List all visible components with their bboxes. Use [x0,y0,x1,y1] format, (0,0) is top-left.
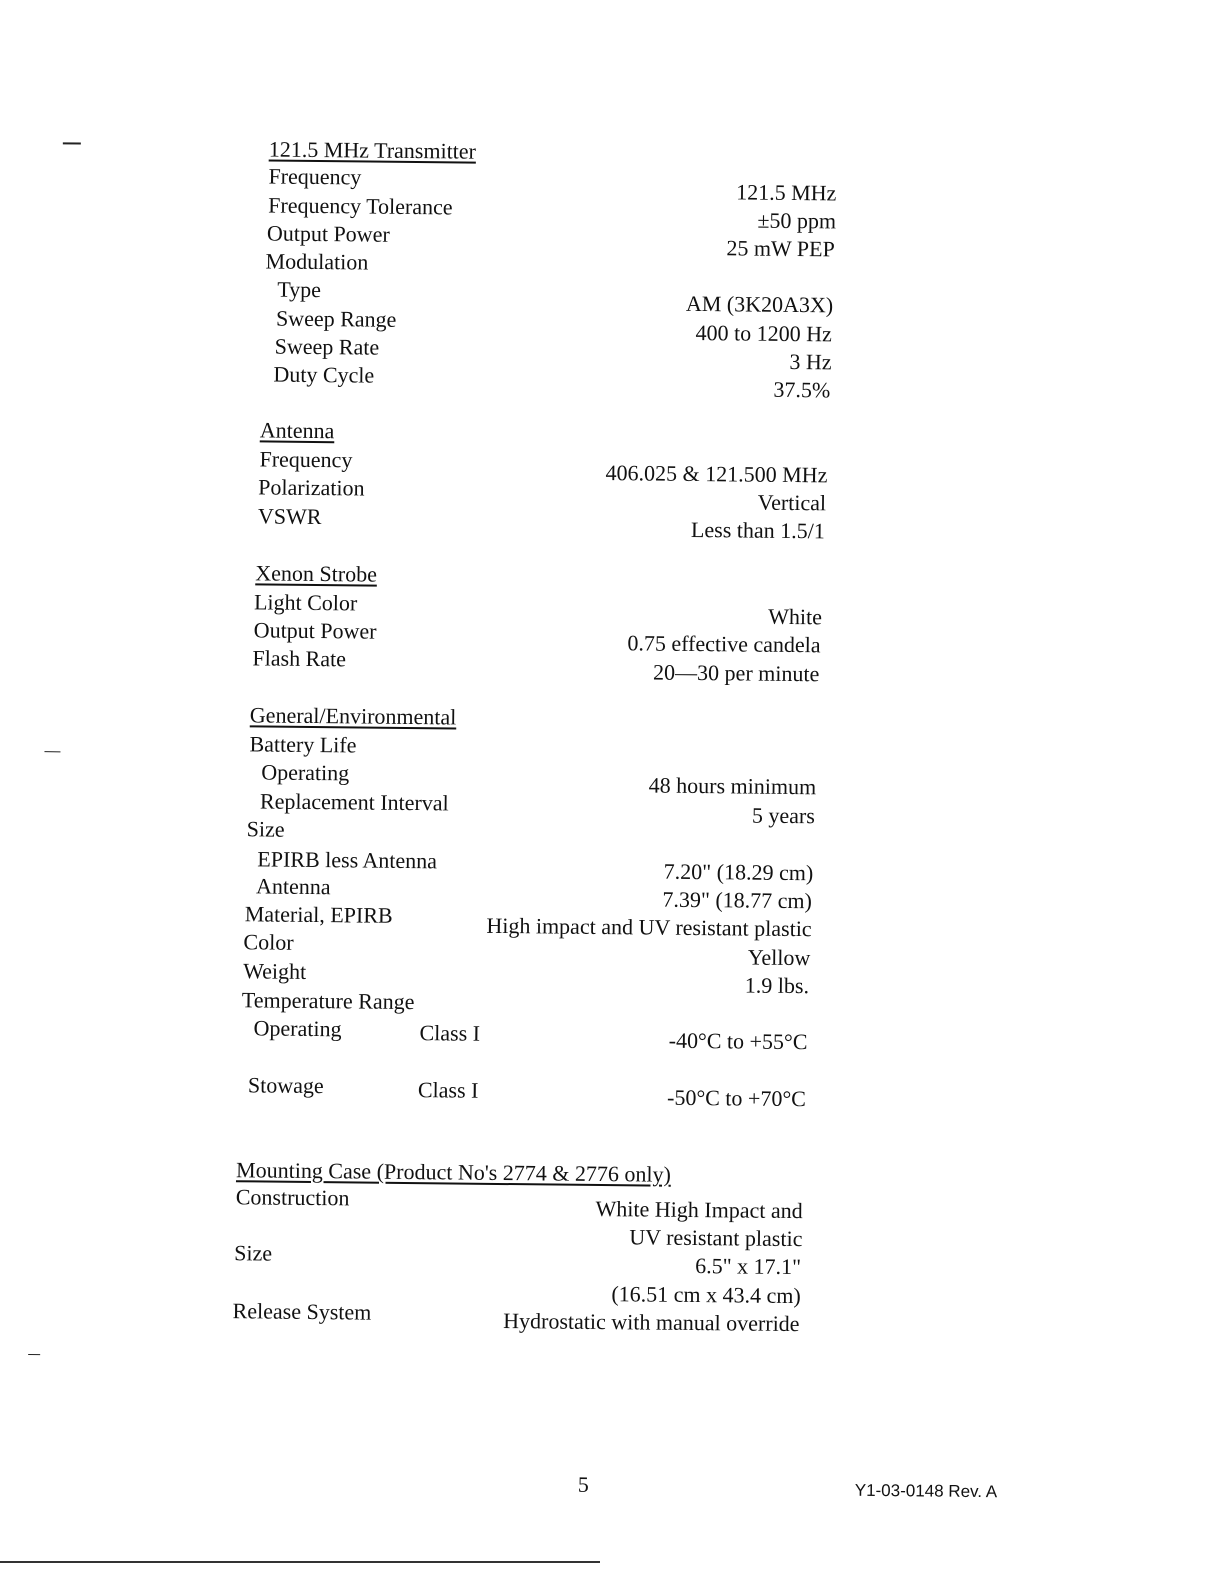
spec-label: Stowage [247,1072,324,1099]
document-number: Y1-03-0148 Rev. A [854,1480,998,1502]
spec-class: Class I [417,1077,479,1103]
spec-value: 1.9 lbs. [744,972,810,999]
spec-label: Modulation [265,248,369,275]
spec-value: ±50 ppm [757,207,837,234]
spec-value: -50°C to +70°C [666,1084,807,1112]
spec-label: Temperature Range [241,987,415,1015]
spec-value: Yellow [747,944,811,971]
spec-value: 0.75 effective candela [627,630,821,658]
spec-value: Hydrostatic with manual override [503,1308,800,1337]
spec-label: Size [246,816,285,842]
spec-value: White [768,603,823,630]
spec-label: Antenna [255,873,331,900]
spec-label: Frequency Tolerance [268,192,453,220]
page-number: 5 [577,1471,589,1497]
section-heading-antenna: Antenna [259,417,335,444]
spec-label: EPIRB less Antenna [257,846,438,874]
spec-value: 5 years [751,802,815,829]
spec-label: Flash Rate [252,645,347,672]
spec-value: 406.025 & 121.500 MHz [605,460,828,488]
spec-value: AM (3K20A3X) [685,290,834,318]
spec-label: Polarization [258,474,365,501]
spec-label: Sweep Rate [274,333,380,360]
spec-value: (16.51 cm x 43.4 cm) [611,1281,801,1309]
spec-label: Construction [235,1184,350,1211]
spec-value: UV resistant plastic [629,1224,803,1252]
spec-label: Color [243,929,294,955]
spec-label: Size [234,1240,273,1266]
spec-label: VSWR [257,503,322,530]
spec-label: Operating [261,759,350,786]
scan-mark [63,142,81,144]
spec-value: 37.5% [773,376,831,403]
section-heading-transmitter: 121.5 MHz Transmitter [268,136,477,164]
spec-value: High impact and UV resistant plastic [486,912,812,942]
spec-value: 3 Hz [789,348,832,375]
spec-value: Less than 1.5/1 [690,516,825,544]
spec-value: 48 hours minimum [648,772,817,800]
spec-label: Output Power [266,220,390,247]
spec-value: White High Impact and [595,1195,803,1224]
spec-value: 6.5" x 17.1" [695,1253,802,1280]
scan-mark [28,1354,40,1355]
spec-label: Output Power [253,617,377,644]
spec-label: Sweep Range [275,305,397,332]
spec-label: Weight [243,958,307,984]
spec-value: -40°C to +55°C [668,1027,808,1055]
spec-class: Class I [419,1020,481,1046]
spec-label: Replacement Interval [259,788,449,816]
spec-label: Frequency [268,163,362,190]
spec-value: 400 to 1200 Hz [695,319,833,347]
bottom-rule [0,1561,600,1563]
spec-label: Type [277,276,322,303]
spec-value: 7.39" (18.77 cm) [662,886,813,914]
spec-value: 121.5 MHz [736,179,837,206]
section-heading-strobe: Xenon Strobe [255,560,378,587]
scan-mark [44,751,60,752]
spec-label: Duty Cycle [273,361,375,388]
spec-value: 25 mW PEP [726,235,835,262]
spec-label: Material, EPIRB [244,901,393,928]
spec-value: 20—30 per minute [653,659,820,687]
spec-label: Battery Life [249,731,357,758]
spec-value: 7.20" (18.29 cm) [663,858,814,886]
spec-label: Release System [232,1298,372,1325]
spec-label: Light Color [253,589,358,616]
spec-label: Frequency [259,446,353,473]
section-heading-mounting: Mounting Case (Product No's 2774 & 2776 only) [235,1157,671,1187]
section-heading-general: General/Environmental [249,702,457,730]
spec-label: Operating [253,1015,342,1042]
spec-value: Vertical [757,489,827,516]
